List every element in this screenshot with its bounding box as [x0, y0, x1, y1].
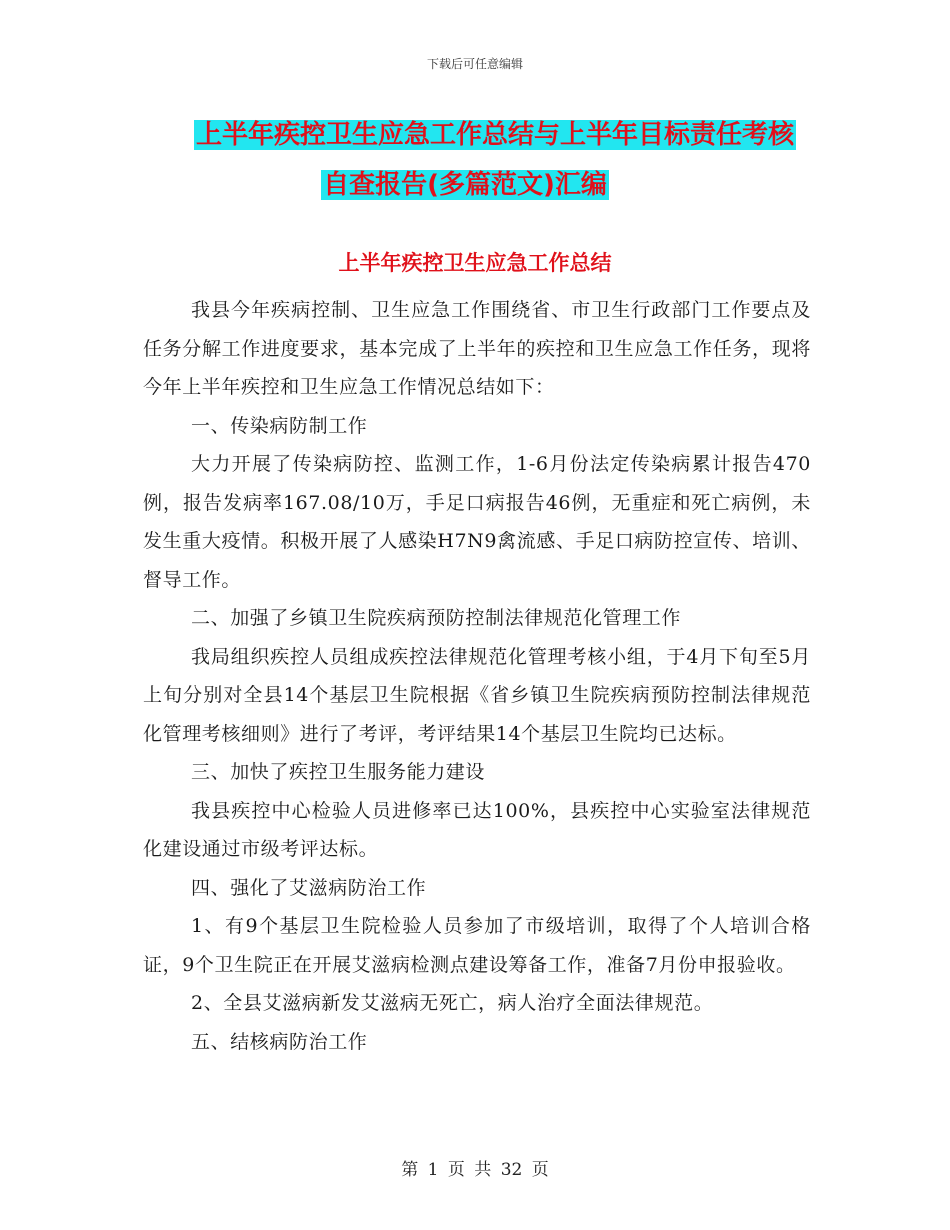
- paragraph-4-2: 2、全县艾滋病新发艾滋病无死亡，病人治疗全面法律规范。: [191, 992, 714, 1014]
- heading-4: 四、强化了艾滋病防治工作: [191, 876, 427, 899]
- paragraph-4-1: 1、有9个基层卫生院检验人员参加了市级培训，取得了个人培训合格证，9个卫生院正在开展艾滋病检测点建设筹备工作，准备7月份申报验收。: [143, 915, 811, 976]
- paragraph-2: 我局组织疾控人员组成疾控法律规范化管理考核小组，于4月下旬至5月上旬分别对全县14个基层卫生院根据《省乡镇卫生院疾病预防控制法律规范化管理考核细则》进行了考评，考评结果14个基层卫生院均已达标。: [143, 645, 811, 745]
- section-title: 上半年疾控卫生应急工作总结: [338, 251, 612, 275]
- header-note: 下载后可任意编辑: [426, 57, 523, 71]
- heading-2: 二、加强了乡镇卫生院疾病预防控制法律规范化管理工作: [191, 607, 682, 629]
- document-title: [0, 110, 950, 210]
- document-body: [143, 291, 811, 1061]
- heading-1: 一、传染病防制工作: [191, 414, 368, 437]
- title-line-2: 自查报告(多篇范文)汇编: [323, 170, 607, 200]
- heading-3: 三、加快了疾控卫生服务能力建设: [191, 761, 486, 783]
- paragraph-intro: 我县今年疾病控制、卫生应急工作围绕省、市卫生行政部门工作要点及任务分解工作进度要求，基本完成了上半年的疾控和卫生应急工作任务，现将今年上半年疾控和卫生应急工作情况总结如下：: [143, 299, 811, 398]
- title-line-1: 上半年疾控卫生应急工作总结与上半年目标责任考核: [195, 120, 794, 150]
- heading-5: 五、结核病防治工作: [191, 1030, 368, 1053]
- page-footer: 第 1 页 共 32 页: [401, 1160, 549, 1180]
- paragraph-1: 大力开展了传染病防控、监测工作，1-6月份法定传染病累计报告470例，报告发病率167.08/10万，手足口病报告46例，无重症和死亡病例，未发生重大疫情。积极开展了人感染H7N9禽流感、手足口病防控宣传、培训、督导工作。: [143, 453, 811, 591]
- paragraph-3: 我县疾控中心检验人员进修率已达100%，县疾控中心实验室法律规范化建设通过市级考评达标。: [143, 799, 811, 860]
